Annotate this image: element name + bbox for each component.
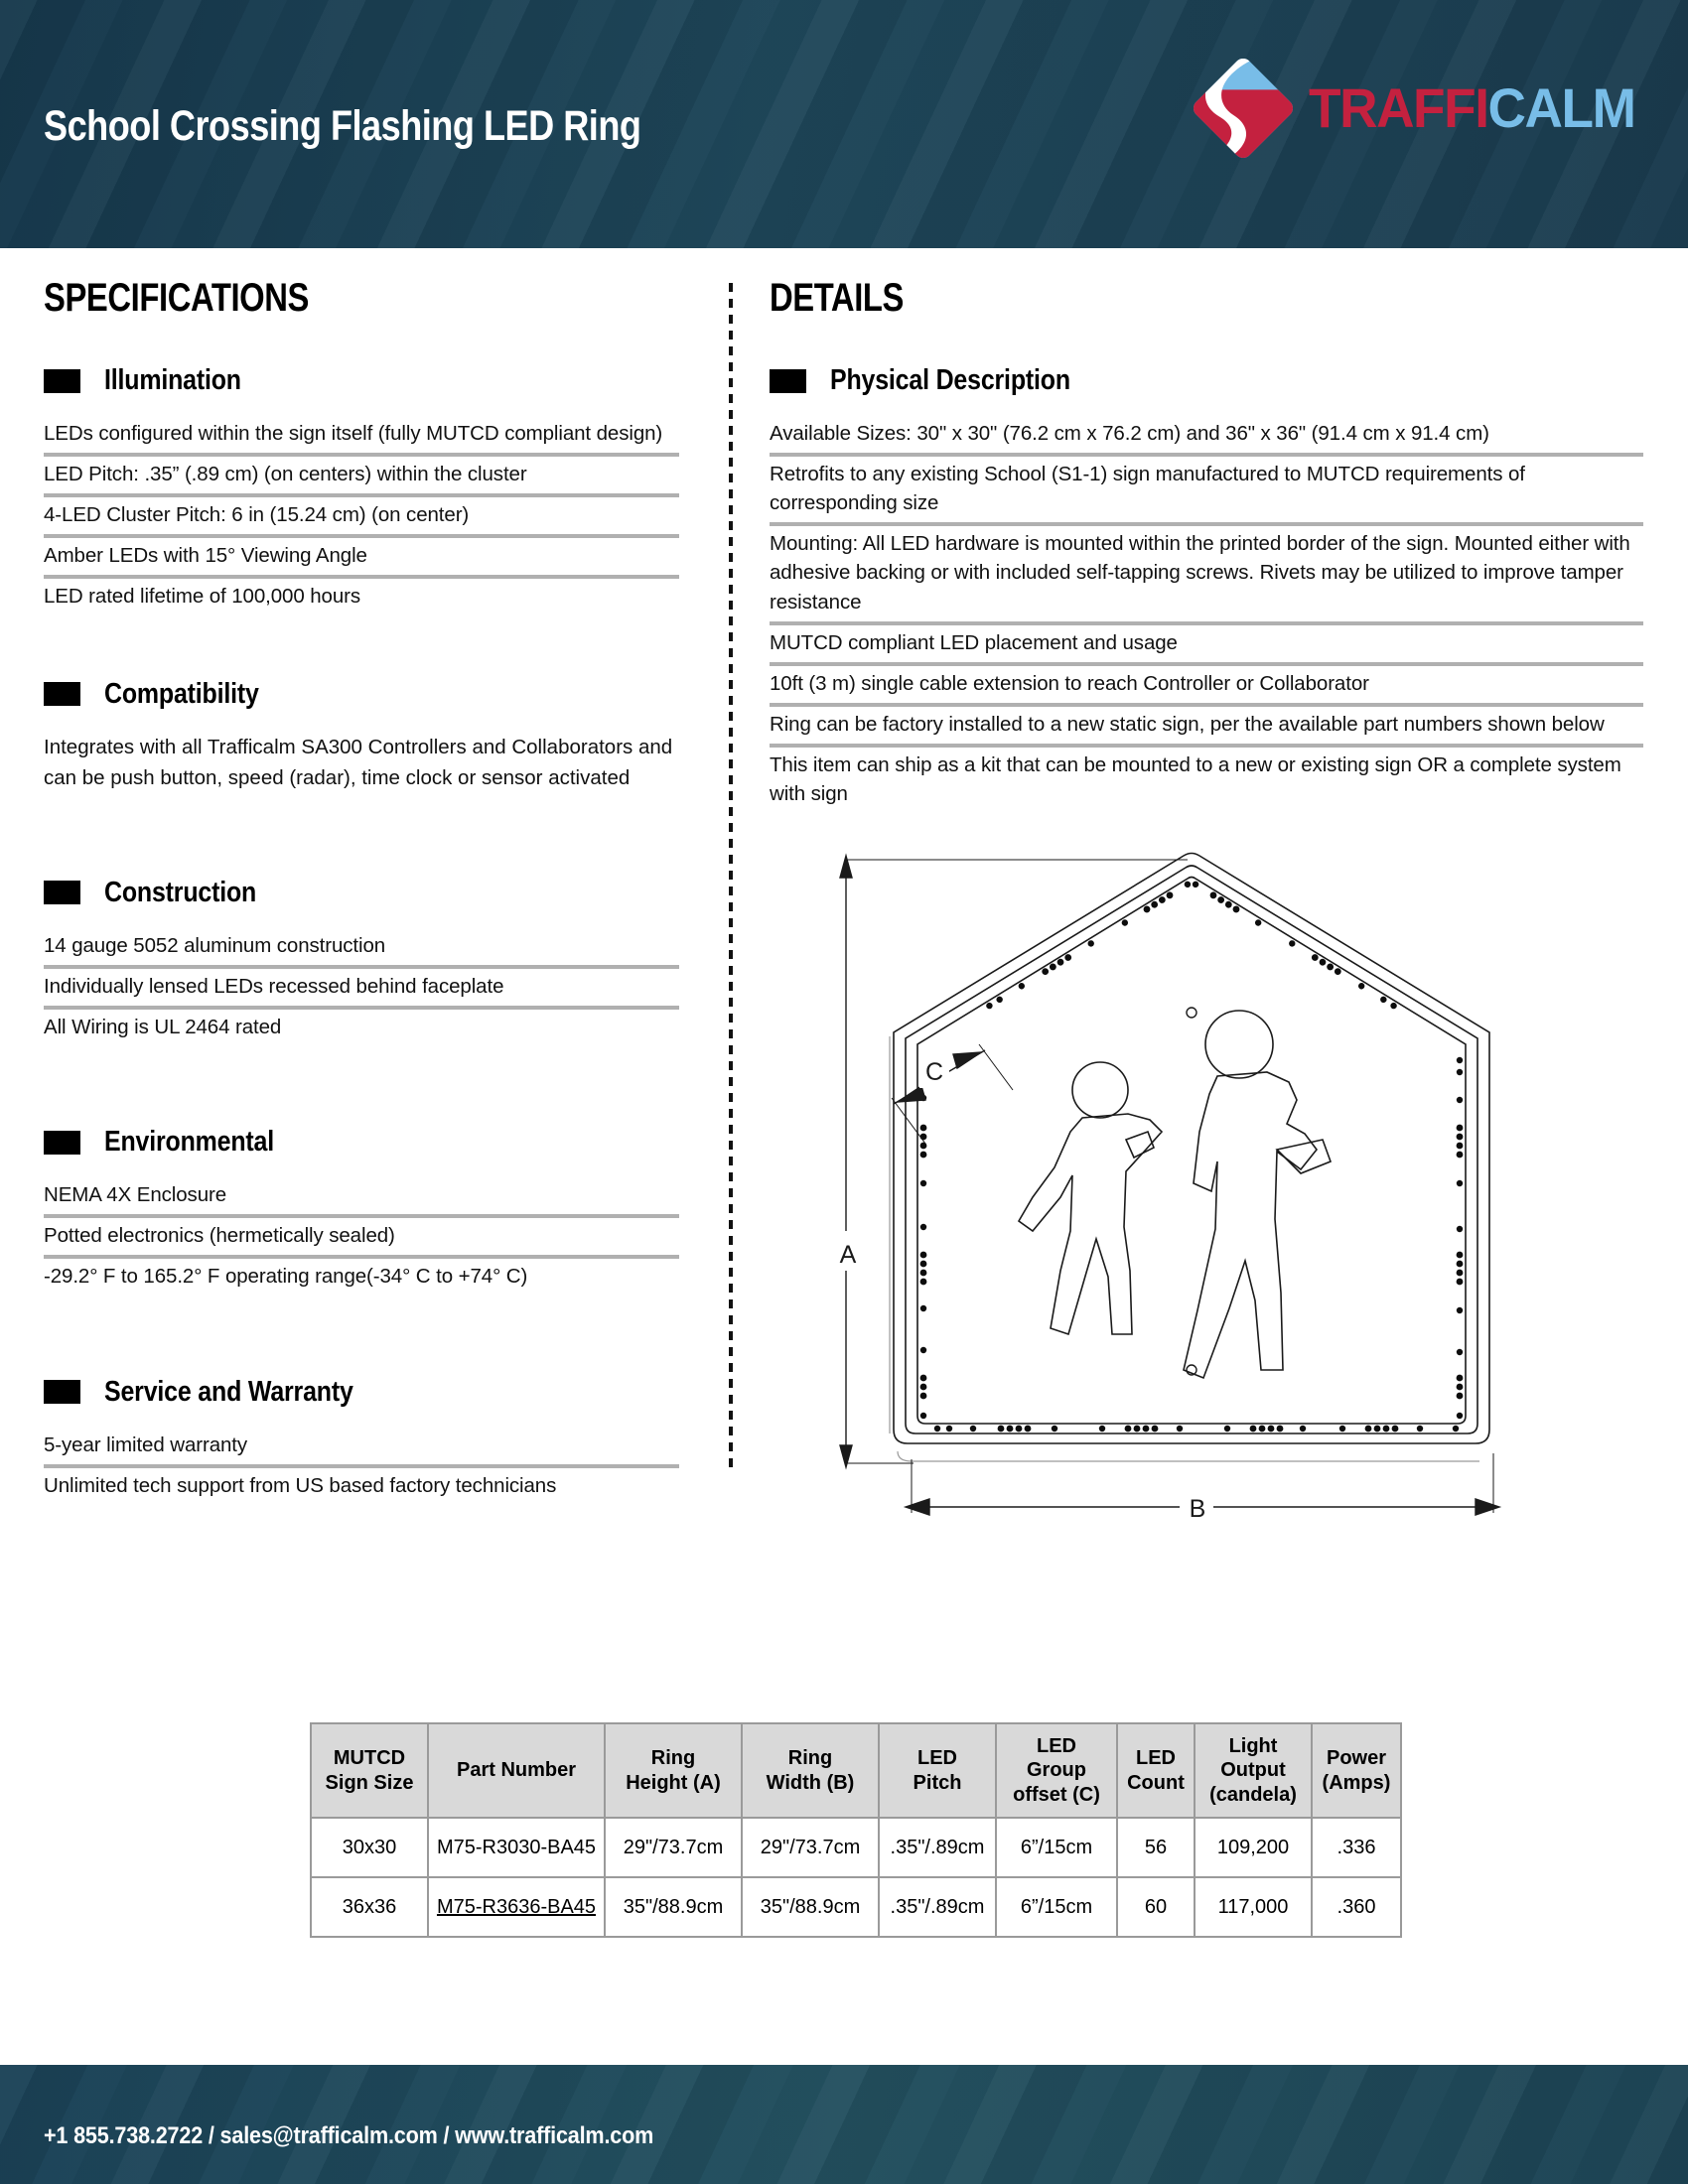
cell-size: 36x36: [311, 1877, 428, 1937]
cell-part-number: M75-R3030-BA45: [428, 1818, 605, 1877]
section-rows: [44, 730, 679, 797]
spec-row: LEDs configured within the sign itself (fully MUTCD compliant design): [44, 416, 679, 457]
spec-row: Unlimited tech support from US based factory technicians: [44, 1473, 557, 1497]
detail-row: MUTCD compliant LED placement and usage: [770, 625, 1643, 666]
cell-ring-width: 29"/73.7cm: [742, 1818, 879, 1877]
cell-ring-height: 35"/88.9cm: [605, 1877, 742, 1937]
section-header: [44, 1376, 679, 1409]
section-illumination: [44, 364, 679, 616]
column-header-ring-width: Ring Width (B): [742, 1723, 879, 1818]
table-row: [311, 1877, 1401, 1937]
section-construction: [44, 877, 679, 1046]
square-bullet-icon: [44, 682, 80, 706]
detail-row: Retrofits to any existing School (S1-1) sign manufactured to MUTCD requirements of corresponding size: [770, 457, 1643, 526]
section-label: Service and Warranty: [104, 1375, 353, 1408]
spec-row: Amber LEDs with 15° Viewing Angle: [44, 538, 679, 579]
cell-ring-height: 29"/73.7cm: [605, 1818, 742, 1877]
specifications-table: [310, 1722, 1402, 1938]
spec-row: LED rated lifetime of 100,000 hours: [44, 585, 360, 609]
section-environmental: [44, 1126, 679, 1296]
spec-row: 14 gauge 5052 aluminum construction: [44, 928, 679, 969]
brand-wordmark-part2: CALM: [1487, 76, 1635, 139]
column-header-light-output: Light Output (candela): [1195, 1723, 1312, 1818]
cell-size: 30x30: [311, 1818, 428, 1877]
section-header: [770, 364, 1643, 397]
led-dots-bottom: [934, 1426, 1459, 1433]
section-service-warranty: [44, 1376, 679, 1505]
page-title: School Crossing Flashing LED Ring: [44, 102, 641, 150]
footer-contact-info: +1 855.738.2722 / sales@trafficalm.com / www.trafficalm.com: [44, 2122, 654, 2149]
section-rows: [44, 416, 679, 616]
cell-led-pitch: .35"/.89cm: [879, 1818, 996, 1877]
section-label: Construction: [104, 876, 257, 908]
column-header-part-number: Part Number: [428, 1723, 605, 1818]
column-header-led-pitch: LED Pitch: [879, 1723, 996, 1818]
column-header-power: Power (Amps): [1312, 1723, 1401, 1818]
square-bullet-icon: [44, 369, 80, 393]
specifications-heading: SPECIFICATIONS: [44, 276, 310, 320]
cell-light-output: 109,200: [1195, 1818, 1312, 1877]
sign-technical-drawing: [834, 834, 1549, 1529]
square-bullet-icon: [44, 1131, 80, 1155]
cell-led-pitch: .35"/.89cm: [879, 1877, 996, 1937]
spec-row: Integrates with all Trafficalm SA300 Controllers and Collaborators and can be push button, speed (radar), time clock or sensor activated: [44, 735, 673, 789]
table-row: [311, 1818, 1401, 1877]
cell-led-count: 60: [1117, 1877, 1195, 1937]
section-label: Compatibility: [104, 677, 259, 710]
brand-logo: [1192, 54, 1652, 163]
cell-ring-width: 35"/88.9cm: [742, 1877, 879, 1937]
square-bullet-icon: [44, 881, 80, 904]
trafficalm-diamond-icon: [1192, 57, 1295, 160]
section-rows: [770, 416, 1643, 813]
brand-wordmark: [1309, 76, 1635, 139]
cell-led-group-offset: 6”/15cm: [996, 1818, 1117, 1877]
square-bullet-icon: [770, 369, 806, 393]
spec-row: 4-LED Cluster Pitch: 6 in (15.24 cm) (on center): [44, 497, 679, 538]
spec-row: Individually lensed LEDs recessed behind faceplate: [44, 969, 679, 1010]
spec-row: LED Pitch: .35” (.89 cm) (on centers) within the cluster: [44, 457, 679, 497]
page-header: [0, 0, 1688, 248]
spec-row: 5-year limited warranty: [44, 1428, 679, 1468]
cell-led-group-offset: 6”/15cm: [996, 1877, 1117, 1937]
page-footer: [0, 2065, 1688, 2184]
section-rows: [44, 1428, 679, 1505]
led-dots-left-diagonal: [985, 880, 1193, 1010]
detail-row: 10ft (3 m) single cable extension to reach Controller or Collaborator: [770, 666, 1643, 707]
details-heading: DETAILS: [770, 276, 905, 320]
led-dots-left: [920, 1057, 927, 1419]
brand-wordmark-part1: TRAFFI: [1309, 76, 1488, 139]
section-label: Environmental: [104, 1126, 275, 1159]
column-header-led-group-offset: LED Group offset (C): [996, 1723, 1117, 1818]
spec-row: All Wiring is UL 2464 rated: [44, 1016, 282, 1039]
square-bullet-icon: [44, 1380, 80, 1404]
led-dots-right: [1457, 1057, 1464, 1419]
section-label: Physical Description: [830, 364, 1070, 396]
column-divider: [729, 283, 733, 1469]
section-physical-description: [770, 364, 1643, 813]
section-label: Illumination: [104, 364, 241, 396]
section-rows: [44, 1177, 679, 1296]
detail-row: Ring can be factory installed to a new static sign, per the available part numbers shown below: [770, 707, 1643, 748]
section-compatibility: [44, 678, 679, 797]
cell-power: .336: [1312, 1818, 1401, 1877]
dimension-label-c: C: [924, 1058, 944, 1086]
spec-row: NEMA 4X Enclosure: [44, 1177, 679, 1218]
swoosh-icon: [1190, 55, 1296, 161]
column-header-led-count: LED Count: [1117, 1723, 1195, 1818]
section-header: [44, 678, 679, 711]
table-header-row: [311, 1723, 1401, 1818]
cell-power: .360: [1312, 1877, 1401, 1937]
spec-row: -29.2° F to 165.2° F operating range(-34° C to +74° C): [44, 1265, 528, 1289]
spec-row: Potted electronics (hermetically sealed): [44, 1218, 679, 1259]
cell-light-output: 117,000: [1195, 1877, 1312, 1937]
led-dots-right-diagonal: [1192, 880, 1399, 1010]
section-header: [44, 1126, 679, 1159]
column-header-ring-height: Ring Height (A): [605, 1723, 742, 1818]
specifications-column: [44, 276, 679, 1511]
column-header-mutcd-sign-size: MUTCD Sign Size: [311, 1723, 428, 1818]
section-rows: [44, 928, 679, 1046]
detail-row: This item can ship as a kit that can be mounted to a new or existing sign OR a complete system with sign: [770, 752, 1621, 806]
section-header: [44, 877, 679, 909]
dimension-c: [892, 1044, 1013, 1144]
cell-part-number: M75-R3636-BA45: [428, 1877, 605, 1937]
pedestrian-figures: [1019, 1011, 1331, 1378]
section-header: [44, 364, 679, 397]
dimension-label-a: A: [839, 1241, 857, 1269]
dimension-label-b: B: [1189, 1495, 1206, 1523]
detail-row: Available Sizes: 30" x 30" (76.2 cm x 76.2 cm) and 36" x 36" (91.4 cm x 91.4 cm): [770, 416, 1643, 457]
cell-led-count: 56: [1117, 1818, 1195, 1877]
details-column: [770, 276, 1643, 819]
detail-row: Mounting: All LED hardware is mounted within the printed border of the sign. Mounted either with adhesive backing or with included self-tapping screws. Rivets may be utilized to improve tamper resistance: [770, 526, 1643, 624]
